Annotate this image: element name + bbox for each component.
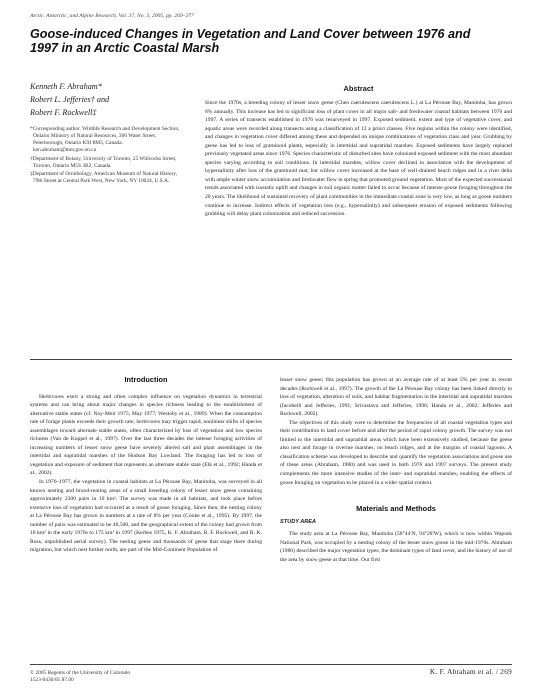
study-area-paragraph: The study area at La Pérouse Bay, Manitoba (58°44′N, 94°28′W), which is now within Wapusk National Park, was occupied by a nesting colony of the lesser snow goose in the mid-1970s. Abraham (1980) described the major vegetation types, the dominant types of land cover, and the history of use of the area by snow geese at that time. Our first xyxy=(280,531,512,563)
body-paragraph: lesser snow geese; this population has grown at an average rate of at least 5% per year in recent decades (Rockwell et al., 1997). The growth of the La Pérouse Bay colony has been linked directly to loss of vegetation, alteration of soils, and habitat fragmentation in the intertidal and supratidal marshes (Iacobelli and Jefferies, 1991; Srivastava and Jefferies, 1996; Handa et al., 2002; Jefferies and Rockwell, 2002). xyxy=(280,377,512,418)
affiliation-botany: †Department of Botany, University of Toronto, 25 Willcocks Street, Toronto, Ontario M5S 3B2, Canada. xyxy=(30,155,177,169)
footer-divider xyxy=(30,664,512,665)
intro-paragraph: Herbivores exert a strong and often complex influence on vegetation dynamics in terrestrial systems and can bring about major changes in species richness leading to the establishment of alternative stable states (cf. Noy-Meir 1975; May 1977; Westoby et al., 1989). When the consumption rate of forage plants exceeds their growth rate, herbivores may trigger rapid, nonlinear shifts of species assemblages toward alternate stable states, often characterized by loss of vegetation and low species richness (Van de Koppel et al., 1997). Over the last three decades the intense foraging activities of increasing numbers of lesser snow geese have severely altered salt and plant assemblages in the intertidal and supratidal marshes of the Hudson Bay Lowland. The foraging has led to loss of vegetation and exposure of sediment that represents an alternate stable state (Elk et al., 1992; Handa et al., 2002). xyxy=(30,393,262,477)
author-name: Robert L. Jefferies† and xyxy=(30,95,110,104)
copyright-line: © 2005 Regents of the University of Colorado xyxy=(30,670,131,676)
journal-citation: Arctic, Antarctic, and Alpine Research, Vol. 37, No. 3, 2005, pp. 269–277 xyxy=(30,13,194,19)
copyright-block xyxy=(30,670,130,684)
methods-heading: Materials and Methods xyxy=(356,504,436,514)
author-affiliations xyxy=(30,126,180,187)
body-paragraph: The objectives of this study were to determine the frequencies of all coastal vegetation types and their contribution to land cover before and after the period of rapid colony growth. The survey was not limited to the intertidal and supratidal areas which have been extensively studied, because the geese also nest and forage in riverine marshes, on beach ridges, and at the margins of coastal lagoons. A classification scheme was developed to describe and quantify the vegetation associations and goose use of these areas (Abraham, 1980) and was used in both 1976 and 1997 surveys. The present study complements the more intensive studies of the inter- and supratidal marshes, enabling the effects of goose foraging on vegetation to be placed in a wider spatial context. xyxy=(280,419,512,486)
author-name: Kenneth F. Abraham* xyxy=(30,82,102,91)
right-column xyxy=(280,376,512,564)
issn-line: 1523-0430/05 $7.00 xyxy=(30,677,74,683)
abstract-heading: Abstract xyxy=(343,84,374,93)
author-name: Robert F. Rockwell‡ xyxy=(30,108,97,117)
affiliation-ornithology: ‡Department of Ornithology, American Museum of Natural History, 79th Street at Central Park West, New York, NY 10024, U.S.A. xyxy=(30,171,178,184)
author-list xyxy=(30,80,180,119)
left-column xyxy=(30,376,262,555)
abstract-text: Since the 1970s, a breeding colony of lesser snow geese (Chen caerulescens caerulescens L.) at La Pérouse Bay, Manitoba, has grown 8% annually. This increase has led to significant loss of plant cover in all major salt- and freshwater coastal habitats between 1976 and 1997. A series of transects established in 1976 was resurveyed in 1997. Exposed sediment, extent and type of vegetative cover, and aquatic areas were recorded along transects using a classification of 12 a priori classes. Five regions within the colony were identified, and changes in vegetation cover differed among these and depended on unique combinations of vegetation class and year. Grubbing by geese has led to loss of graminoid plants, especially in intertidal and supratidal marshes. Exposed sediments have largely replaced previously vegetated areas since 1976. Species characteristic of disturbed sites have colonized exposed sediment with the most abundant species varying according to soil conditions. In intertidal marshes, willow cover declined in association with the development of hypersalinity after loss of the graminoid mat, but willow cover increased at the base of well-drained beach ridges and in a river delta with ample winter snow accumulation and freshwater flow in spring that promoted ground vegetation. Most of the expected successional trends associated with isostatic uplift and changes in soil organic matter failed to occur because of intense goose foraging throughout the 20 years. The likelihood of sustained recovery of plant communities in the immediate coastal zone is very low, as long as goose numbers continue to increase. Indirect effects of vegetation loss (e.g., hypersalinity) and subsequent erosion of exposed sediments following grubbing will delay plant colonization and reduced succession. xyxy=(205,100,512,218)
introduction-heading: Introduction xyxy=(124,375,168,384)
affiliation-corresponding: *Corresponding author. Wildlife Research and Development Section, Ontario Ministry of Natural Resources, 300 Water Street, Peterborough, Ontario K9J 8M5, Canada. ken.abraham@mnr.gov.on.ca xyxy=(30,126,180,153)
article-title: Goose-induced Changes in Vegetation and Land Cover between 1976 and 1997 in an Arctic Coastal Marsh xyxy=(30,27,471,55)
intro-paragraph: In 1976–1977, the vegetation in coastal habitats at La Pérouse Bay, Manitoba, was surveyed in all known nesting and brood-rearing areas of a small breeding colony of lesser snow geese containing approximately 2300 pairs in 10 km². The survey was made in all habitats, and took place before extensive loss of vegetation had occurred as a result of goose foraging. Since then, the nesting colony at La Pérouse Bay has grown in numbers at a rate of 8% per year (Cooke et al., 1995). By 1997, the number of pairs was estimated to be 40,500, and the geographical extent of the colony had grown from 10 km² in the early 1970s to 175 km² in 1997 (Kerbes 1975, K. F. Abraham, R. F. Rockwell, and R. K. Ross, unpublished aerial survey). The nesting geese and thousands of geese that stage there during migration, but which nest further north, are part of the Mid-Continent Population of xyxy=(30,479,262,554)
study-area-heading: STUDY AREA xyxy=(280,518,317,525)
section-divider xyxy=(30,359,512,360)
running-head-page-number: K. F. Abraham et al. / 269 xyxy=(429,668,512,676)
